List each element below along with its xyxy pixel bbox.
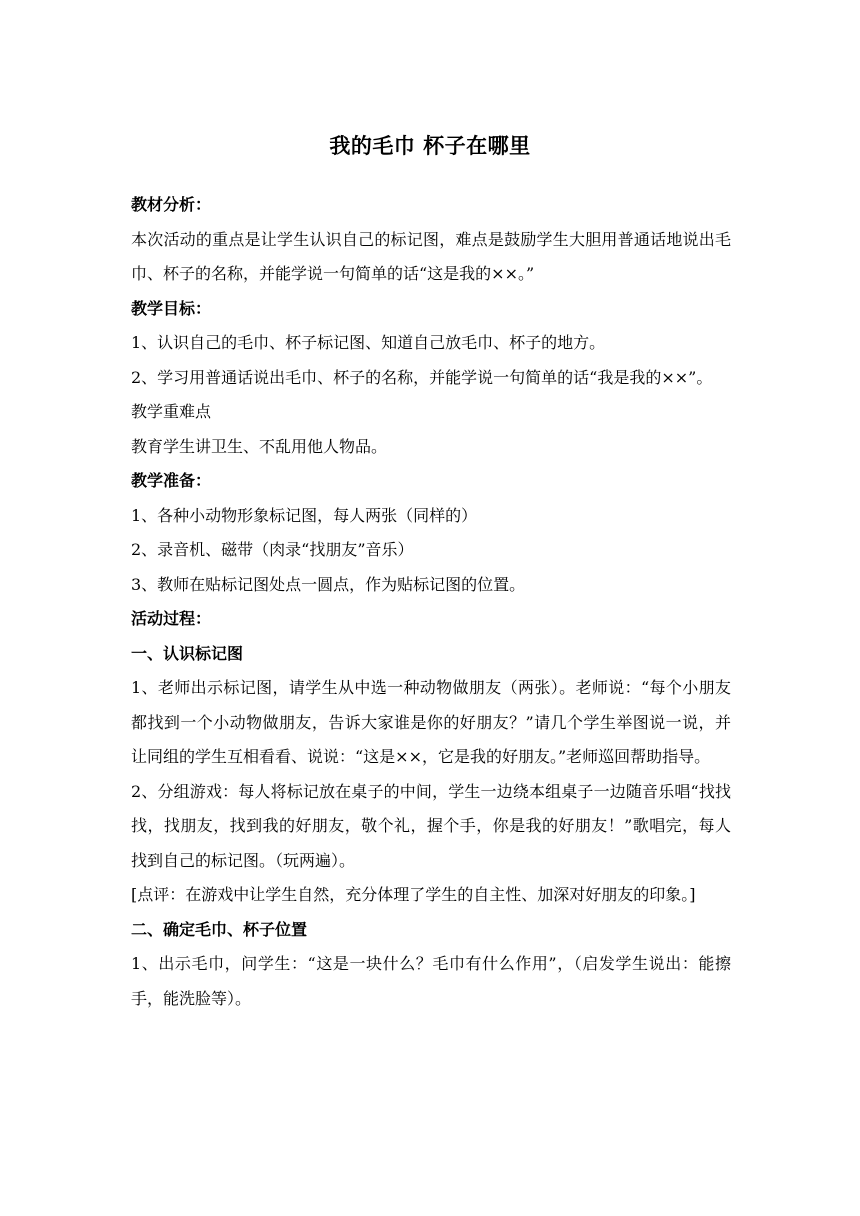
- prep-item-2: 2、录音机、磁带（肉录“找朋友”音乐）: [131, 540, 414, 559]
- goal-item-1: 1、认识自己的毛巾、杯子标记图、知道自己放毛巾、杯子的地方。: [131, 333, 606, 352]
- part1-step-1: 1、老师出示标记图，请学生从中选一种动物做朋友（两张）。老师说：“每个小朋友都找到一个小动物做朋友，告诉大家谁是你的好朋友？”请几个学生举图说一说，并让同组的学生互相看看、说说：“这是××，它是我的好朋友。”老师巡回帮助指导。: [131, 678, 731, 766]
- section-heading-preparation: 教学准备：: [131, 471, 212, 490]
- goal-item-2: 2、学习用普通话说出毛巾、杯子的名称，并能学说一句简单的话“我是我的××”。: [131, 367, 713, 387]
- part1-heading: 一、认识标记图: [131, 643, 244, 663]
- part2-step-1: 1、出示毛巾，问学生：“这是一块什么？毛巾有什么作用”，（启发学生说出：能擦手，能洗脸等）。: [131, 954, 731, 1008]
- section-heading-key-points: 教学重难点: [131, 402, 212, 421]
- prep-item-1: 1、各种小动物形象标记图，每人两张（同样的）: [131, 505, 478, 525]
- part1-step-2: 2、分组游戏：每人将标记放在桌子的中间，学生一边绕本组桌子一边随音乐唱“找找找，找朋友，找到我的好朋友，敬个礼，握个手，你是我的好朋友！”歌唱完，每人找到自己的标记图。（玩两遍）。: [131, 781, 731, 870]
- document-body: [131, 188, 731, 1016]
- part1-comment: [点评：在游戏中让学生自然，充分体理了学生的自主性、加深对好朋友的印象。]: [131, 885, 696, 904]
- document-title: 我的毛巾 杯子在哪里: [329, 134, 531, 158]
- section-heading-goals: 教学目标：: [131, 298, 212, 318]
- part2-heading: 二、确定毛巾、杯子位置: [131, 919, 308, 939]
- prep-item-3: 3、教师在贴标记图处点一圆点，作为贴标记图的位置。: [131, 574, 526, 594]
- section-heading-process: 活动过程：: [131, 609, 212, 628]
- analysis-paragraph: 本次活动的重点是让学生认识自己的标记图，难点是鼓励学生大胆用普通话地说出毛巾、杯子的名称，并能学说一句简单的话“这是我的××。”: [131, 229, 731, 283]
- key-points-paragraph: 教育学生讲卫生、不乱用他人物品。: [131, 436, 388, 456]
- section-heading-analysis: 教材分析：: [131, 195, 212, 214]
